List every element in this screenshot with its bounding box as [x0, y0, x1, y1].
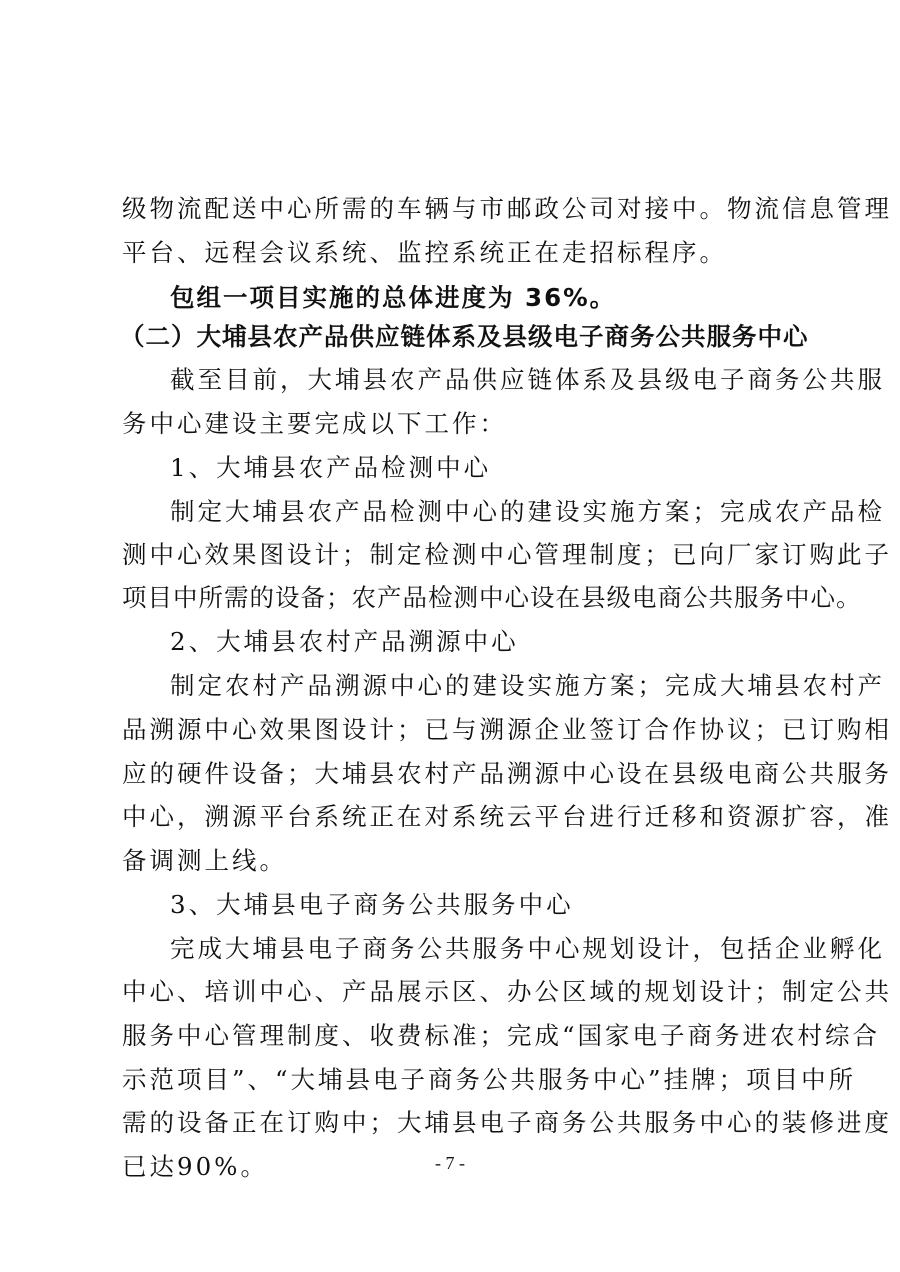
subheading: 1、大埔县农产品检测中心	[170, 452, 492, 482]
paragraph-line: 测中心效果图设计；制定检测中心管理制度；已向厂家订购此子	[122, 539, 892, 569]
paragraph-line: 中心，溯源平台系统正在对系统云平台进行迁移和资源扩容，准	[122, 801, 892, 831]
paragraph-line: 平台、远程会议系统、监控系统正在走招标程序。	[122, 237, 727, 267]
paragraph-line: 应的硬件设备；大埔县农村产品溯源中心设在县级电商公共服务	[122, 758, 892, 788]
paragraph-line: 已达90%。	[122, 1151, 268, 1181]
paragraph-line: 需的设备正在订购中；大埔县电子商务公共服务中心的装修进度	[122, 1107, 892, 1137]
paragraph-line: 级物流配送中心所需的车辆与市邮政公司对接中。物流信息管理	[122, 193, 892, 223]
paragraph-line: 务中心建设主要完成以下工作：	[122, 408, 507, 438]
paragraph-line: 完成大埔县电子商务公共服务中心规划设计，包括企业孵化	[170, 933, 885, 963]
progress-summary: 包组一项目实施的总体进度为 36%。	[170, 282, 617, 312]
paragraph-line: 截至目前，大埔县农产品供应链体系及县级电子商务公共服	[170, 364, 885, 394]
paragraph-line: 示范项目”、“大埔县电子商务公共服务中心”挂牌；项目中所	[122, 1064, 857, 1094]
paragraph-line: 备调测上线。	[122, 845, 287, 875]
paragraph-line: 制定农村产品溯源中心的建设实施方案；完成大埔县农村产	[170, 670, 885, 700]
paragraph-line: 服务中心管理制度、收费标准；完成“国家电子商务进农村综合	[122, 1020, 881, 1050]
paragraph-line: 制定大埔县农产品检测中心的建设实施方案；完成农产品检	[170, 496, 885, 526]
paragraph-line: 品溯源中心效果图设计；已与溯源企业签订合作协议；已订购相	[122, 714, 892, 744]
subheading: 3、大埔县电子商务公共服务中心	[170, 889, 574, 919]
page-number: - 7 -	[435, 1153, 465, 1173]
section-heading: （二）大埔县农产品供应链体系及县级电子商务公共服务中心	[120, 321, 809, 351]
subheading: 2、大埔县农村产品溯源中心	[170, 626, 519, 656]
paragraph-line: 项目中所需的设备；农产品检测中心设在县级电商公共服务中心。	[122, 582, 862, 612]
paragraph-line: 中心、培训中心、产品展示区、办公区域的规划设计；制定公共	[122, 976, 892, 1006]
